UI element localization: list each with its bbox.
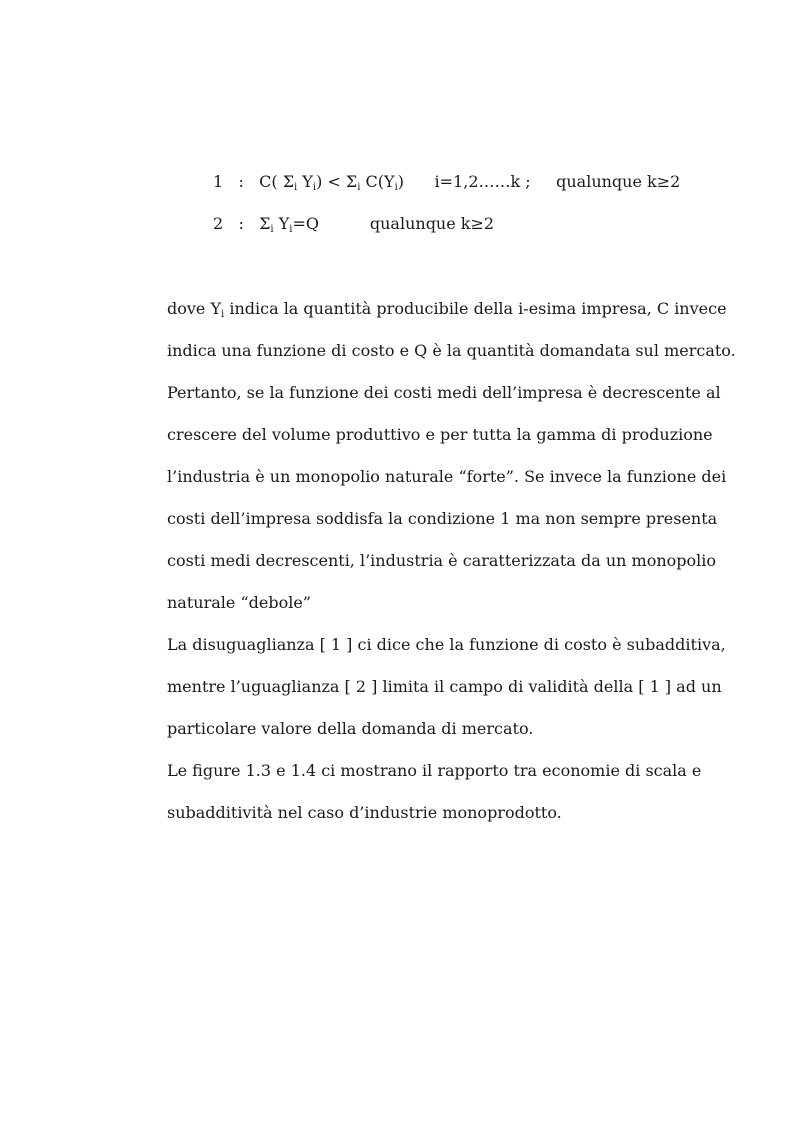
sigma-symbol: Σ bbox=[259, 214, 271, 233]
formula-condition: qualunque k≥2 bbox=[369, 214, 495, 233]
function-c: C bbox=[365, 172, 378, 191]
sigma-symbol: Σ bbox=[282, 172, 294, 191]
paragraph-2 bbox=[167, 635, 726, 845]
formula-lhs-close: ) bbox=[316, 172, 323, 191]
formula-equals-q: =Q bbox=[292, 214, 320, 233]
formula-1: 1 : C( $\Sigma_i$ $Y_i) < \Sigma_i$ $C(Y_i)$ i=1,2……k ; qualunque k≥2 bbox=[213, 172, 681, 193]
text-line: naturale “debole” bbox=[167, 593, 311, 612]
text-line: crescere del volume produttivo e per tutta la gamma di produzione bbox=[167, 425, 713, 444]
text-line: costi dell’impresa soddisfa la condizione 1 ma non sempre presenta bbox=[167, 509, 718, 528]
formula-range: i=1,2……k ; bbox=[434, 172, 531, 191]
formula-2 bbox=[213, 214, 494, 240]
subscript-i: i bbox=[294, 182, 298, 193]
text-line: La disuguaglianza [ 1 ] ci dice che la funzione di costo è subadditiva, bbox=[167, 635, 726, 654]
subscript-i: i bbox=[221, 309, 225, 320]
formula-number: 1 bbox=[213, 172, 224, 191]
text-line: Pertanto, se la funzione dei costi medi dell’impresa è decrescente al bbox=[167, 383, 721, 402]
subscript-i: i bbox=[357, 182, 361, 193]
formula-rhs-close: ) bbox=[397, 172, 405, 191]
text-line: subadditività nel caso d’industrie monoprodotto. bbox=[167, 803, 562, 822]
text-segment: dove Y bbox=[167, 299, 222, 318]
formula-lhs-open: C( bbox=[259, 172, 283, 191]
subscript-i: i bbox=[394, 182, 398, 193]
formula-separator: : bbox=[238, 172, 244, 191]
variable-y: Y bbox=[384, 172, 395, 191]
text-line: indica una funzione di costo e Q è la quantità domandata sul mercato. bbox=[167, 341, 736, 360]
text-line bbox=[167, 299, 727, 341]
variable-y: Y bbox=[278, 214, 290, 233]
variable-y: Y bbox=[302, 172, 313, 191]
subscript-i: i bbox=[270, 224, 274, 235]
formula-number: 2 bbox=[213, 214, 224, 233]
text-line: particolare valore della domanda di mercato. bbox=[167, 719, 534, 738]
text-line: costi medi decrescenti, l’industria è caratterizzata da un monopolio bbox=[167, 551, 717, 570]
sigma-symbol: Σ bbox=[345, 172, 358, 191]
paragraph-1 bbox=[167, 299, 736, 635]
formula-separator: : bbox=[238, 214, 244, 233]
text-line: mentre l’uguaglianza [ 2 ] limita il campo di validità della [ 1 ] ad un bbox=[167, 677, 722, 696]
subscript-i: i bbox=[289, 224, 293, 235]
text-line: Le figure 1.3 e 1.4 ci mostrano il rapporto tra economie di scala e bbox=[167, 761, 702, 780]
text-segment: indica la quantità producibile della i-esima impresa, C invece bbox=[224, 299, 727, 318]
subscript-i: i bbox=[312, 182, 317, 193]
text-line: l’industria è un monopolio naturale “forte”. Se invece la funzione dei bbox=[167, 467, 727, 486]
formula-condition: qualunque k≥2 bbox=[556, 172, 681, 191]
less-than-sign: < bbox=[322, 172, 346, 191]
